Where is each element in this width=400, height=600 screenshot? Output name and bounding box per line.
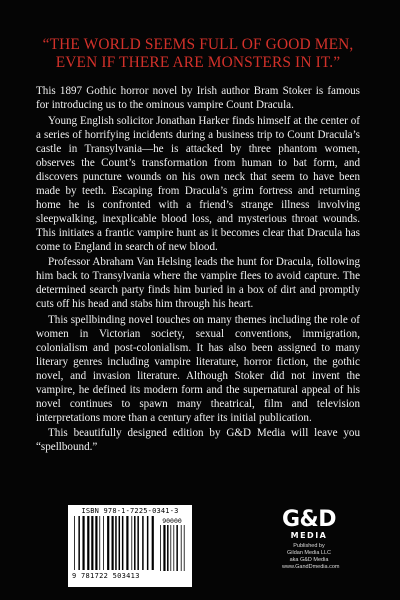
synopsis-paragraph: This spellbinding novel touches on many themes including the role of women in Victorian society, sexual conventions, immigration, colonialism and post-colonialism. It has also been assigned to many literary genres including vampire literature, horror fiction, the gothic novel, and invasion literature. Although Stoker did not invent the vampire, he defined its modern form and the supernatural appeal of his novel continues to spawn many theatrical, film and television interpretations more than a century after its initial publication. xyxy=(36,313,360,424)
isbn-barcode xyxy=(68,505,192,587)
isbn-label: ISBN 978-1-7225-0341-3 xyxy=(81,507,179,515)
quote-line-2: EVEN IF THERE ARE MONSTERS IN IT.” xyxy=(55,54,341,71)
publisher-logo xyxy=(282,507,340,571)
publisher-line: Published by xyxy=(293,543,325,549)
quote-line-1: “THE WORLD SEEMS FULL OF GOOD MEN, xyxy=(42,36,354,53)
back-cover-footer xyxy=(0,505,400,600)
publisher-info xyxy=(282,543,340,571)
publisher-line: www.GandDmedia.com xyxy=(282,564,340,570)
synopsis-paragraph: This 1897 Gothic horror novel by Irish author Bram Stoker is famous for introducing us to the ominous vampire Count Dracula. xyxy=(36,85,360,111)
publisher-line: Gildan Media LLC xyxy=(286,550,332,556)
logo-mark: G&D xyxy=(282,507,337,532)
barcode-number: 9 781722 503413 xyxy=(72,572,140,580)
price-code: 90000 xyxy=(162,517,182,525)
publisher-line: aka G&D Media xyxy=(289,557,329,563)
synopsis-paragraph: This beautifully designed edition by G&D Media will leave you “spellbound.” xyxy=(36,427,360,453)
logo-subtitle: MEDIA xyxy=(290,531,328,540)
pull-quote xyxy=(36,36,360,72)
synopsis xyxy=(36,84,360,454)
synopsis-paragraph: Professor Abraham Van Helsing leads the hunt for Dracula, following him back to Transylvania where the vampire flees to avoid capture. The determined search party finds him buried in a box of dirt and promptly cuts off his head and stabs him through his heart. xyxy=(36,256,360,310)
barcode-bars xyxy=(72,516,188,572)
synopsis-paragraph: Young English solicitor Jonathan Harker finds himself at the center of a series of horrifying incidents during a business trip to Count Dracula’s castle in Transylvania—he is attacked by three phantom women, observes the Count’s transformation from human to bat form, and discovers puncture wounds on his own neck that seem to have been made by teeth. Escaping from Dracula’s grim fortress and returning home he is confronted with a friend’s strange illness involving sleepwalking, inexplicable blood loss, and mysterious throat wounds. This initiates a frantic vampire hunt as it becomes clear that Dracula has come to England in search of new blood. xyxy=(36,114,360,253)
